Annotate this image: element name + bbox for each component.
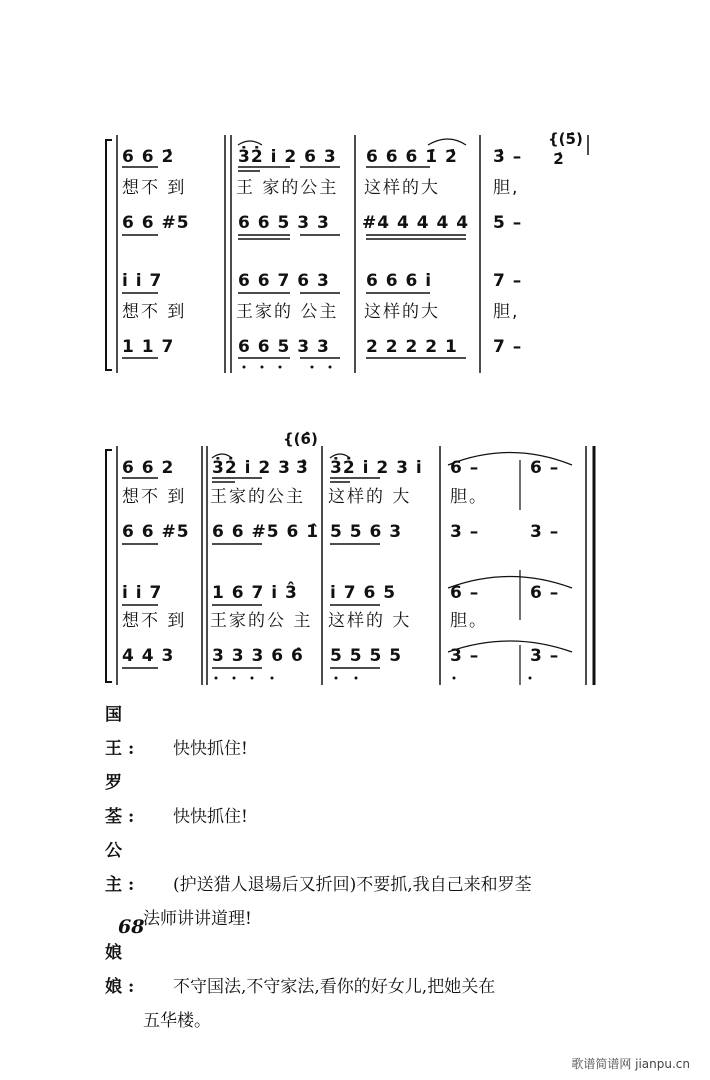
dialogue-text: 快快抓住! — [173, 807, 248, 827]
s2-r5-l4: 胆。 — [450, 611, 488, 631]
s2-r1-m4: 6 – — [450, 458, 480, 478]
s1-r4-m3: 6 6 6 i — [366, 271, 433, 291]
s2-r3-m1: 6 6 #5 — [122, 522, 190, 542]
s2-r6-m5: 3 – — [530, 646, 560, 666]
s2-r6-m2: 3 3 3 6 6̂ — [212, 646, 304, 666]
s2-r4-m4: 6 – — [450, 583, 480, 603]
s2-r4-m5: 6 – — [530, 583, 560, 603]
s2-r1-m3: 3̇2̇ i 2 3 i — [330, 458, 423, 478]
s1-r3-m4: 5 – — [493, 213, 523, 233]
s1-r3-m1: 6 6 #5 — [122, 213, 190, 233]
s1-r2-l4: 胆, — [493, 178, 520, 198]
s1-r3-m3: #4 4 4 4 4 — [362, 213, 470, 233]
s2-r1-m2b: 3̂ — [296, 458, 309, 478]
s1-r2-l3: 这样的大 — [364, 178, 440, 198]
watermark: 歌谱简谱网 jianpu.cn — [571, 1057, 690, 1071]
s1-r2-l2: 王 家的公主 — [236, 178, 339, 198]
dialogue-block — [105, 698, 625, 1038]
s1-r1-m1: 6 6 2̇ — [122, 147, 175, 167]
s1-r1-m3: 6 6 6 1̇ 2̇ — [366, 147, 458, 167]
s1-r1-m4: 3̇ – — [493, 147, 523, 167]
s1-r5-l3: 这样的大 — [364, 302, 440, 322]
s2-r6-m1: 4 4 3 — [122, 646, 175, 666]
dialogue-continuation: 法师讲讲道理! — [143, 909, 252, 929]
s2-r2-l2: 王家的公主 — [210, 487, 305, 507]
s1-r4-m2: 6 6 7 6 3 — [238, 271, 330, 291]
dialogue-line — [105, 834, 625, 936]
dialogue-text: (护送猎人退場后又折回)不要抓,我自己来和罗荃 — [173, 875, 532, 895]
s2-r1-m2: 3̇2̇ i 2 3 — [212, 458, 291, 478]
s2-annotation: {(6̂) — [283, 430, 318, 448]
s2-r2-l4: 胆。 — [450, 487, 488, 507]
s2-r3-m2: 6 6 #5 6 1̂ — [212, 522, 320, 542]
s2-r2-l3: 这样的 大 — [328, 487, 412, 507]
speaker-name: 罗 荃: — [105, 773, 141, 827]
dialogue-continuation: 五华楼。 — [143, 1011, 211, 1031]
speaker-name: 娘 娘: — [105, 943, 141, 997]
s2-r5-l1: 想不 到 — [122, 611, 187, 631]
s1-r6-m2: 6 6 5 3 3 — [238, 337, 330, 357]
s1-r2-l1: 想不 到 — [122, 178, 187, 198]
speaker-name: 公 主: — [105, 841, 141, 895]
s2-r6-m3: 5 5 5 5 — [330, 646, 403, 666]
s2-r3-m4: 3 – — [450, 522, 480, 542]
dialogue-text: 不守国法,不守家法,看你的好女儿,把她关在 — [173, 977, 496, 997]
s1-r6-m4: 7 – — [493, 337, 523, 357]
s1-r1-m2: 3̇2̇ i 2 6 3 — [238, 147, 337, 167]
s1-r3-m2: 6 6 5 3 3 — [238, 213, 330, 233]
s2-r3-m3: 5 5 6 3 — [330, 522, 403, 542]
score-system-1 — [0, 105, 710, 435]
s2-r1-m5: 6 – — [530, 458, 560, 478]
s2-r4-m1: i i 7 — [122, 583, 163, 603]
s1-r5-l2: 王家的 公主 — [236, 302, 339, 322]
s1-r4-m4: 7 – — [493, 271, 523, 291]
s1-r4-m1: i i 7 — [122, 271, 163, 291]
staff-lines-1 — [0, 105, 710, 435]
s2-r5-l2: 王家的公 主 — [210, 611, 313, 631]
speaker-name: 国 王: — [105, 705, 141, 759]
dialogue-line — [105, 698, 625, 766]
s1-annotation: {(5̇) 2̇ — [548, 130, 583, 168]
s1-r6-m3: 2 2 2 2 1 — [366, 337, 458, 357]
s1-r6-m1: 1 1 7 — [122, 337, 175, 357]
dialogue-text: 快快抓住! — [173, 739, 248, 759]
s1-r5-l4: 胆, — [493, 302, 520, 322]
s2-r3-m5: 3 – — [530, 522, 560, 542]
s2-r2-l1: 想不 到 — [122, 487, 187, 507]
s2-r5-l3: 这样的 大 — [328, 611, 412, 631]
page-number: 68 — [118, 916, 145, 938]
s2-r1-m1: 6 6 2 — [122, 458, 175, 478]
s2-r4-m2: 1 6 7 i 3̂ — [212, 583, 298, 603]
s1-r5-l1: 想不 到 — [122, 302, 187, 322]
dialogue-line — [105, 766, 625, 834]
dialogue-line — [105, 936, 625, 1038]
s2-r6-m4: 3 – — [450, 646, 480, 666]
s2-r4-m3: i 7 6 5 — [330, 583, 397, 603]
